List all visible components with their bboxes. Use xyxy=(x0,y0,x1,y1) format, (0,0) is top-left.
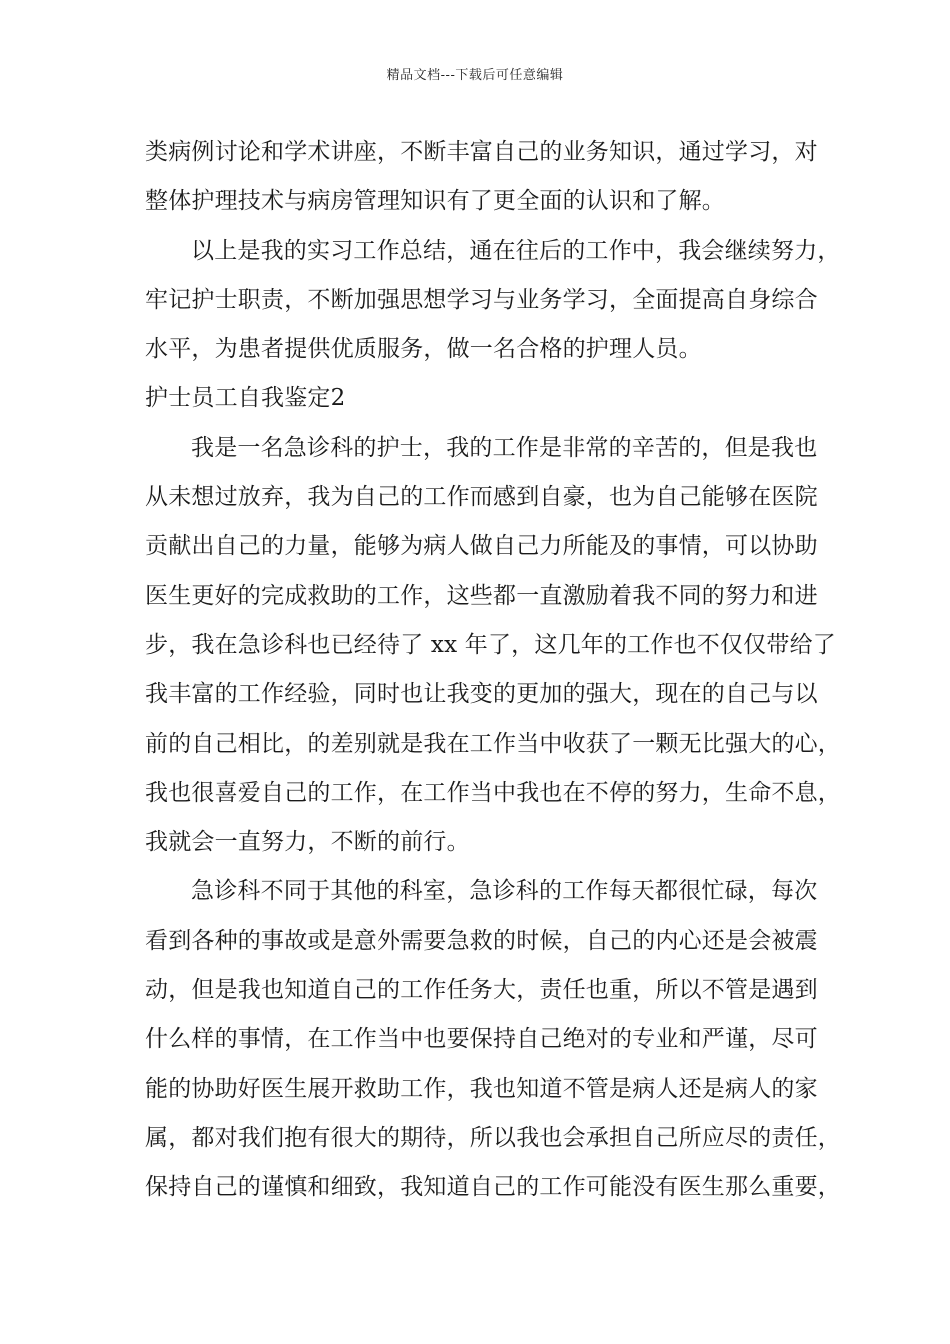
text-line: 前的自己相比，的差别就是我在工作当中收获了一颗无比强大的心， xyxy=(145,730,841,757)
text-line: 我也很喜爱自己的工作，在工作当中我也在不停的努力，生命不息， xyxy=(145,779,841,806)
text-line: 我丰富的工作经验，同时也让我变的更加的强大，现在的自己与以 xyxy=(145,681,818,708)
section-heading: 护士员工自我鉴定2 xyxy=(145,385,346,412)
text-line: 能的协助好医生展开救助工作，我也知道不管是病人还是病人的家 xyxy=(145,1075,818,1102)
text-line: 贡献出自己的力量，能够为病人做自己力所能及的事情，可以协助 xyxy=(145,533,818,560)
text-line: 牢记护士职责，不断加强思想学习与业务学习，全面提高自身综合 xyxy=(145,286,818,313)
page-header: 精品文档---下载后可任意编辑 xyxy=(386,68,564,83)
text-line: 整体护理技术与病房管理知识有了更全面的认识和了解。 xyxy=(145,188,725,215)
text-line: 类病例讨论和学术讲座，不断丰富自己的业务知识，通过学习，对 xyxy=(145,139,818,165)
paragraph-start-line: 以上是我的实习工作总结，通在往后的工作中，我会继续努力， xyxy=(191,237,841,264)
paragraph-start-line: 急诊科不同于其他的科室，急诊科的工作每天都很忙碌，每次 xyxy=(191,878,818,905)
text-line: 什么样的事情，在工作当中也要保持自己绝对的专业和严谨，尽可 xyxy=(145,1026,818,1053)
text-line: 水平，为患者提供优质服务，做一名合格的护理人员。 xyxy=(145,336,702,363)
paragraph-start-line: 我是一名急诊科的护士，我的工作是非常的辛苦的，但是我也 xyxy=(191,434,818,461)
text-line: 医生更好的完成救助的工作，这些都一直激励着我不同的努力和进 xyxy=(145,582,818,609)
text-line: 步，我在急诊科也已经待了 xx 年了，这几年的工作也不仅仅带给了 xyxy=(145,631,836,658)
text-line: 属，都对我们抱有很大的期待，所以我也会承担自己所应尽的责任， xyxy=(145,1124,841,1151)
document-body xyxy=(145,128,841,1213)
text-line: 看到各种的事故或是意外需要急救的时候，自己的内心还是会被震 xyxy=(145,927,818,954)
text-line: 动，但是我也知道自己的工作任务大，责任也重，所以不管是遇到 xyxy=(145,977,818,1004)
text-line: 我就会一直努力，不断的前行。 xyxy=(145,829,470,856)
text-line: 从未想过放弃，我为自己的工作而感到自豪，也为自己能够在医院 xyxy=(145,484,818,511)
text-line: 保持自己的谨慎和细致，我知道自己的工作可能没有医生那么重要， xyxy=(145,1174,841,1201)
